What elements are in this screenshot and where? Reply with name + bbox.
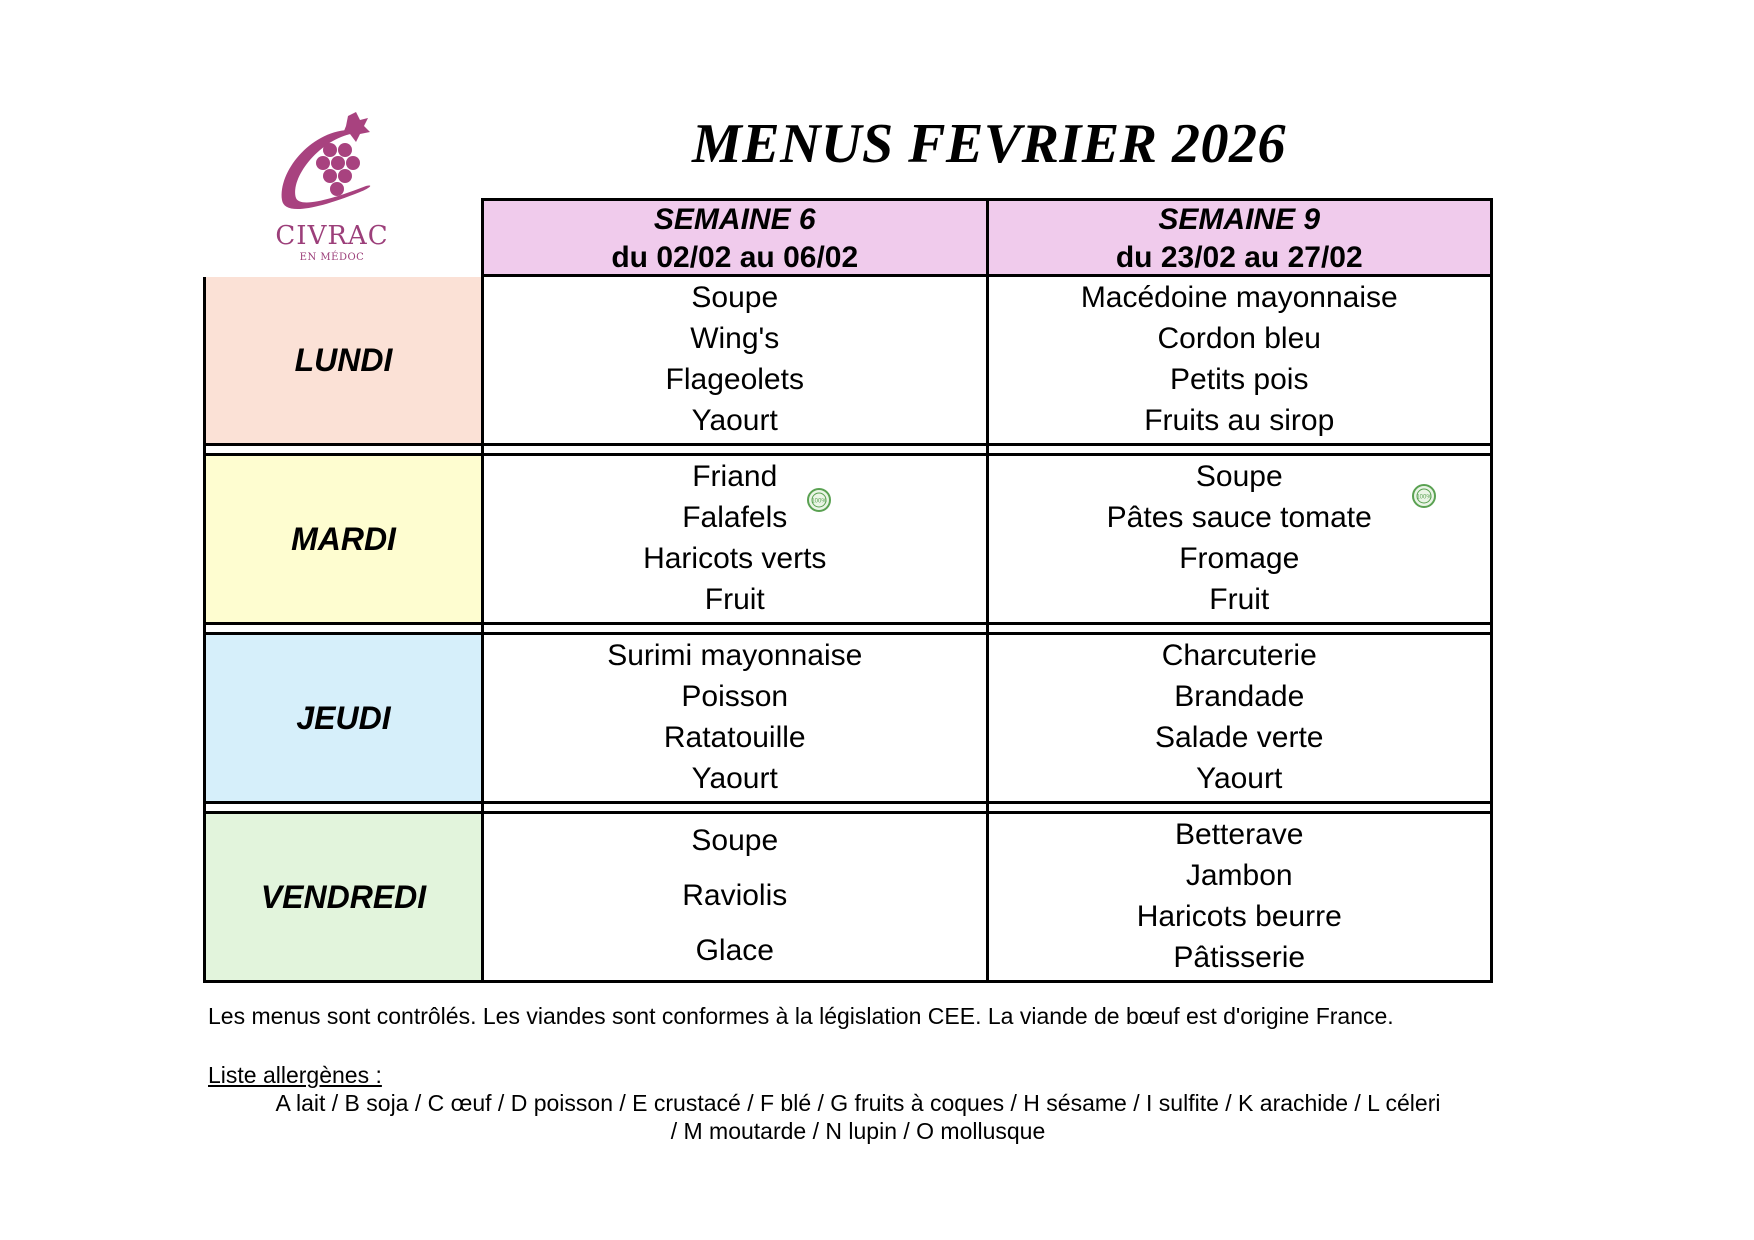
menu-item: Ratatouille <box>663 720 806 754</box>
menu-item: Glace <box>695 933 774 967</box>
menu-item: Wing's <box>690 321 780 355</box>
day-row-vendredi <box>203 811 1493 983</box>
logo-brand-text: CIVRAC <box>275 221 389 251</box>
week-label: SEMAINE 9 <box>1158 203 1321 236</box>
menu-item: Salade verte <box>1155 720 1324 754</box>
menu-item: Yaourt <box>691 403 778 437</box>
menu-item: Soupe <box>691 824 779 858</box>
menu-item: Cordon bleu <box>1157 321 1321 355</box>
svg-text:100%: 100% <box>811 498 827 505</box>
week-header-row <box>481 198 1493 277</box>
day-row-lundi <box>203 277 1493 446</box>
menu-item: Fruits au sirop <box>1144 403 1335 437</box>
menu-item: Fruit <box>1209 582 1270 616</box>
quality-note: Les menus sont contrôlés. Les viandes sont conformes à la législation CEE. La viande de bœuf est d'origine France. <box>208 1003 1394 1029</box>
menu-item: Pâtes sauce tomate <box>1106 500 1372 534</box>
menu-item: Haricots beurre <box>1136 899 1342 933</box>
week-header-1 <box>484 201 986 274</box>
menu-item: Charcuterie <box>1161 638 1317 672</box>
menu-cell-vendredi-week2 <box>986 814 1491 980</box>
page-title: MENUS FEVRIER 2026 <box>691 113 1287 175</box>
allergen-list-title: Liste allergènes : <box>208 1062 382 1088</box>
menu-item: Yaourt <box>1196 761 1283 795</box>
civrac-logo <box>262 112 402 272</box>
menu-item: Friand <box>692 459 778 493</box>
menu-item: Fromage <box>1179 541 1300 575</box>
week-label: SEMAINE 6 <box>653 203 816 236</box>
day-label-lundi: LUNDI <box>206 277 484 443</box>
day-row-mardi <box>203 453 1493 625</box>
menu-cell-jeudi-week2 <box>986 635 1491 801</box>
menu-item: Brandade <box>1174 679 1305 713</box>
menu-cell-mardi-week2 <box>986 456 1491 622</box>
bio-badge-icon <box>1411 482 1437 508</box>
menu-item: Yaourt <box>691 761 778 795</box>
day-label-jeudi: JEUDI <box>206 635 484 801</box>
week-dates: du 23/02 au 27/02 <box>1115 241 1363 274</box>
menu-item: Macédoine mayonnaise <box>1080 280 1398 314</box>
menu-item: Flageolets <box>665 362 804 396</box>
menu-item: Fruit <box>704 582 765 616</box>
menu-cell-jeudi-week1 <box>484 635 986 801</box>
logo-subtitle: EN MÉDOC <box>299 252 365 263</box>
allergen-line-2: / M moutarde / N lupin / O mollusque <box>670 1118 1046 1144</box>
menu-item: Falafels <box>682 500 788 534</box>
menu-item: Haricots verts <box>643 541 827 575</box>
bio-badge-icon <box>806 486 832 512</box>
menu-item: Pâtisserie <box>1173 940 1306 974</box>
grape-vine-icon <box>270 112 390 222</box>
menu-item: Petits pois <box>1170 362 1309 396</box>
menu-cell-lundi-week2 <box>986 277 1491 443</box>
menu-item: Soupe <box>1195 459 1283 493</box>
menu-item: Raviolis <box>682 878 788 912</box>
allergen-line-1: A lait / B soja / C œuf / D poisson / E crustacé / F blé / G fruits à coques / H sésame / I sulfite / K arachide / L céleri <box>275 1090 1441 1116</box>
day-label-vendredi: VENDREDI <box>206 814 484 980</box>
day-row-jeudi <box>203 632 1493 804</box>
menu-item: Betterave <box>1175 817 1304 851</box>
svg-text:100%: 100% <box>1415 494 1432 501</box>
week-header-2 <box>986 201 1491 274</box>
menu-cell-lundi-week1 <box>484 277 986 443</box>
week-dates: du 02/02 au 06/02 <box>611 241 859 274</box>
menu-item: Poisson <box>681 679 789 713</box>
allergen-list <box>203 1089 1513 1145</box>
menu-item: Surimi mayonnaise <box>607 638 863 672</box>
menu-item: Jambon <box>1185 858 1293 892</box>
menu-cell-mardi-week1 <box>484 456 986 622</box>
day-label-mardi: MARDI <box>206 456 484 622</box>
menu-item: Soupe <box>691 280 779 314</box>
menu-cell-vendredi-week1 <box>484 814 986 980</box>
